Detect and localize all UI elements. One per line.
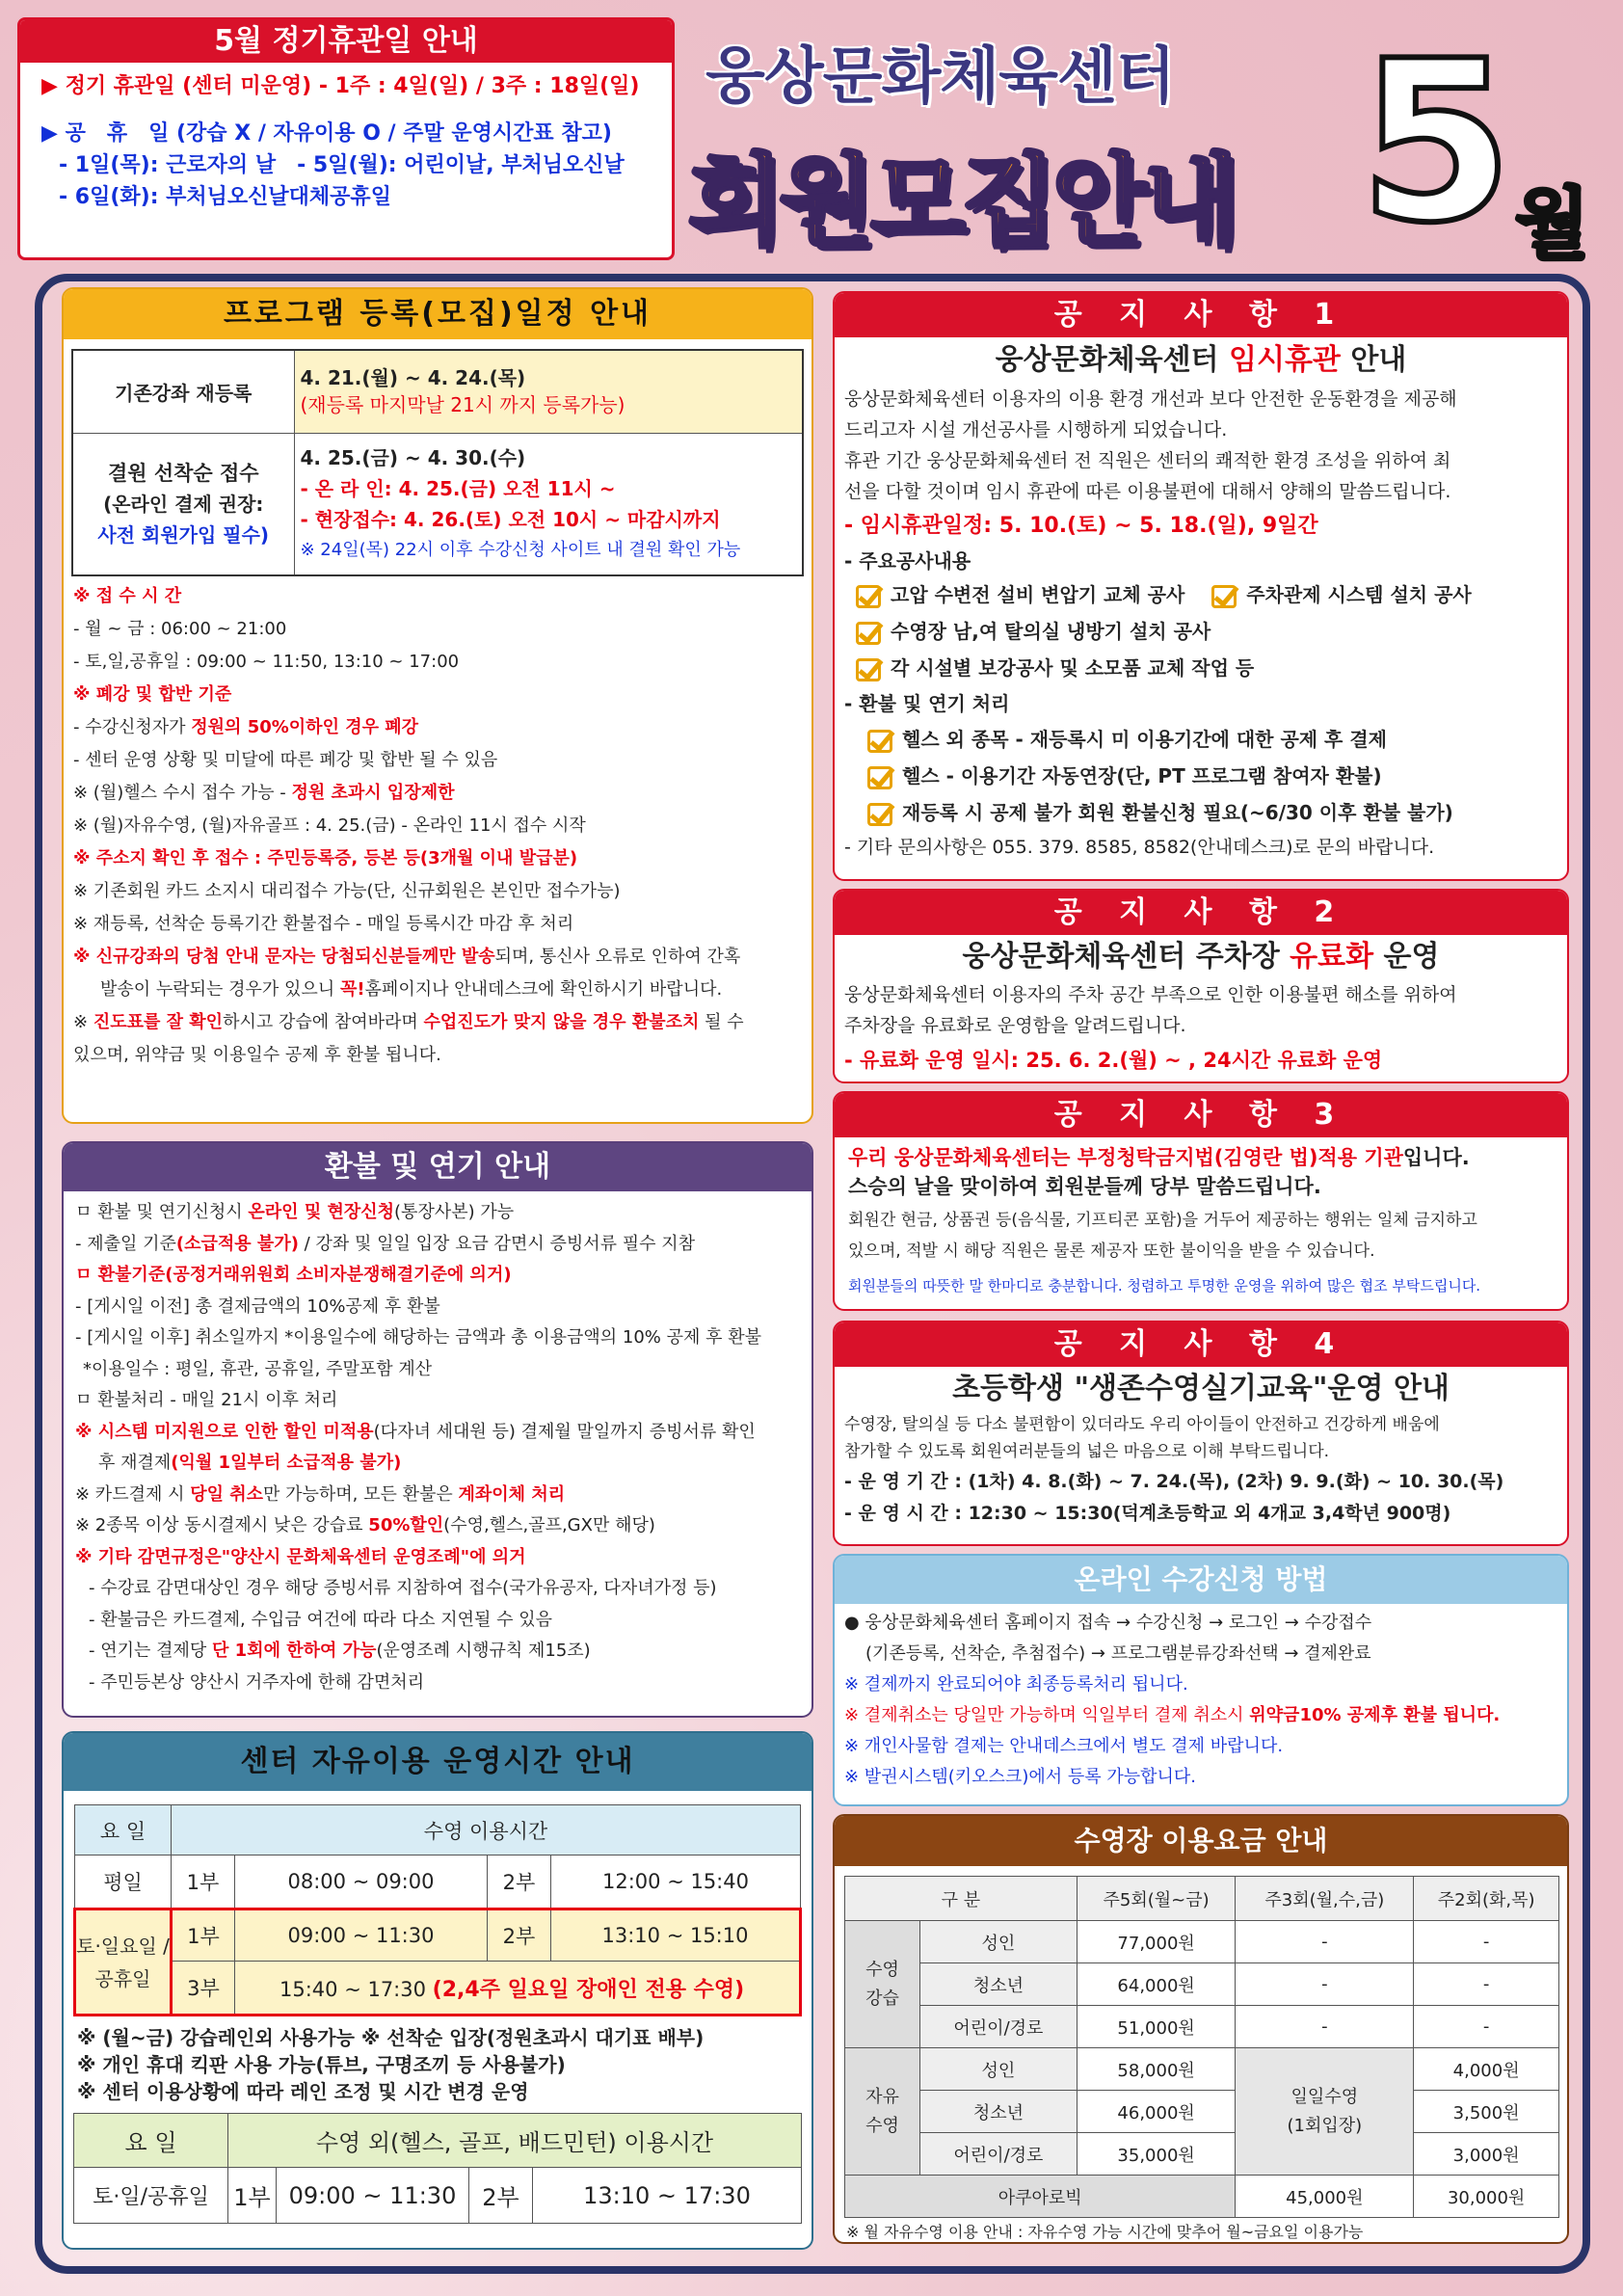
vacancy-label: 결원 선착순 접수 xyxy=(107,461,259,485)
vacancy-online: - 온 라 인: 4. 25.(금) 오전 11시 ~ xyxy=(300,476,616,500)
fee-group-lesson: 수영 xyxy=(865,1959,899,1980)
fee-lesson-youth: 64,000원 xyxy=(1077,1963,1236,2006)
fee-aqua-label: 아쿠아로빅 xyxy=(845,2176,1236,2218)
progress-note-b: 진도표를 잘 확인 xyxy=(93,1012,224,1032)
notice-1-p1: 웅상문화체육센터 이용자의 이용 환경 개선과 보다 안전한 운동환경을 제공해 xyxy=(844,388,1457,410)
check-icon xyxy=(867,803,892,826)
refund-14: - 환불금은 카드결제, 수입금 여건에 따라 다소 지연될 수 있음 xyxy=(89,1609,553,1630)
check-icon xyxy=(867,766,892,789)
notice-3-p2: 있으며, 적발 시 해당 직원은 물론 제공자 또한 불이익을 받을 수 있습니다. xyxy=(848,1241,1375,1261)
reregistration-label: 기존강좌 재등록 xyxy=(72,350,294,433)
refund-6: *이용일수 : 평일, 휴관, 공휴일, 주말포함 계산 xyxy=(83,1358,433,1379)
fee-adult-label: 성인 xyxy=(920,1921,1078,1963)
fee-dash: - xyxy=(1414,2006,1559,2048)
address-check-note: ※ 주소지 확인 후 접수 : 주민등록증, 등본 등(3개월 이내 발급분) xyxy=(73,848,578,868)
fee-dash: - xyxy=(1236,2006,1414,2048)
free-note-3: ※ 센터 이용상황에 따라 레인 조정 및 시간 변경 운영 xyxy=(77,2080,529,2103)
refund-7: ㅁ 환불처리 - 매일 21시 이후 처리 xyxy=(75,1390,338,1410)
weekday-label: 평일 xyxy=(75,1855,172,1909)
online-note-4: ※ 발권시스템(키오스크)에서 등록 가능합니다. xyxy=(844,1767,1196,1787)
fee-lesson-child: 51,000원 xyxy=(1077,2006,1236,2048)
other-day: 토·일/공휴일 xyxy=(74,2168,228,2224)
notice-2-head-c: 운영 xyxy=(1373,940,1440,974)
registration-table xyxy=(71,349,804,576)
refund-15b: 단 1회에 한하여 가능 xyxy=(212,1641,377,1661)
notice-1-title: 공 지 사 항 1 xyxy=(835,293,1567,337)
fee-header-3x: 주3회(월,수,금) xyxy=(1236,1877,1414,1921)
check-icon xyxy=(1211,585,1237,608)
fee-dash: - xyxy=(1236,1921,1414,1963)
notice-2-p1: 웅상문화체육센터 이용자의 주차 공간 부족으로 인한 이용불편 해소를 위하여 xyxy=(844,984,1457,1005)
fee-daily-label: 일일수영 xyxy=(1290,2086,1359,2107)
notice-1-panel xyxy=(833,291,1569,881)
notice-3-p3: 회원분들의 따뜻한 말 한마디로 충분합니다. 청렴하고 투명한 운영을 위하여 많은 협조 부탁드립니다. xyxy=(848,1277,1481,1295)
other-part-1: 1부 xyxy=(228,2168,277,2224)
notice-1-work-2: 주차관제 시스템 설치 공사 xyxy=(1246,583,1472,606)
fee-adult-label: 성인 xyxy=(920,2048,1078,2091)
weekend-label: 토·일요일 / xyxy=(76,1934,170,1958)
refund-10c: 만 가능하며, 모든 환불은 xyxy=(263,1483,459,1505)
notice-3-h1a: 우리 웅상문화체육센터는 xyxy=(848,1146,1078,1169)
other-hours-table xyxy=(73,2113,802,2224)
refund-9b: (익월 1일부터 소급적용 불가) xyxy=(171,1453,402,1473)
weekend-part-3: 3부 xyxy=(172,1962,235,2016)
fee-header-2x: 주2회(화,목) xyxy=(1414,1877,1559,1921)
free-use-panel xyxy=(62,1731,813,2250)
notice-1-refund-3: 재등록 시 공제 불가 회원 환불신청 필요(~6/30 이후 환불 불가) xyxy=(902,801,1453,824)
check-icon xyxy=(867,730,892,753)
reception-weekend: - 토,일,공휴일 : 09:00 ~ 11:50, 13:10 ~ 17:00 xyxy=(73,652,460,672)
notice-1-works-title: - 주요공사내용 xyxy=(844,549,971,573)
closure-criteria-a: - 수강신청자가 xyxy=(73,717,192,737)
closure-line-1: ▶ 정기 휴관일 (센터 미운영) - 1주 : 4일(일) / 3주 : 18일(일) xyxy=(41,74,640,98)
progress-note-d: 수업진도가 맞지 않을 경우 환불조치 xyxy=(423,1012,700,1032)
refund-5: - [게시일 이후] 취소일까지 *이용일수에 해당하는 금액과 총 이용금액의 10% 공제 후 환불 xyxy=(75,1327,762,1348)
notice-4-period: - 운 영 기 간 : (1차) 4. 8.(화) ~ 7. 24.(목), (2차) 9. 9.(화) ~ 10. 30.(목) xyxy=(844,1471,1504,1492)
notice-2-date: - 유료화 운영 일시: 25. 6. 2.(월) ~ , 24시간 유료화 운영 xyxy=(844,1049,1383,1072)
fee-panel xyxy=(833,1814,1569,2244)
sms-note-b: 되며, 통신사 오류로 인하여 간혹 xyxy=(494,947,741,967)
online-note-3: ※ 개인사물함 결제는 안내데스크에서 별도 결제 바랍니다. xyxy=(844,1736,1284,1756)
closure-criteria-title: ※ 폐강 및 합반 기준 xyxy=(73,684,232,705)
refund-10d: 계좌이체 처리 xyxy=(458,1483,566,1505)
notice-2-panel xyxy=(833,889,1569,1083)
notice-1-p3: 휴관 기간 웅상문화체육센터 전 직원은 센터의 쾌적한 환경 조성을 위하여 최 xyxy=(844,450,1451,471)
fee-daily-youth: 3,500원 xyxy=(1414,2091,1559,2133)
refund-1b: 온라인 및 현장신청 xyxy=(248,1202,395,1222)
refund-12: ※ 기타 감면규정은"양산시 문화체육센터 운영조례"에 의거 xyxy=(75,1546,526,1567)
fee-header-category: 구 분 xyxy=(845,1877,1078,1921)
reregistration-note: (재등록 마지막날 21시 까지 등록가능) xyxy=(300,393,625,417)
recruit-title: 회원모집안내 xyxy=(688,145,1236,259)
sms-note-a: ※ 신규강좌의 당첨 안내 문자는 당첨되신분들께만 발송 xyxy=(73,947,495,967)
refund-9a: 후 재결제 xyxy=(98,1453,172,1473)
fee-note: ※ 월 자유수영 이용 안내 : 자유수영 가능 시간에 맞추어 월~금요일 이용가능 xyxy=(846,2223,1364,2241)
fee-aqua-3x: 45,000원 xyxy=(1236,2176,1414,2218)
refund-8b: (다자녀 세대원 등) 결제월 말일까지 증빙서류 확인 xyxy=(373,1421,756,1442)
notice-3-h1c: 입니다. xyxy=(1402,1146,1470,1169)
notice-1-work-3: 수영장 남,여 탈의실 냉방기 설치 공사 xyxy=(891,620,1211,643)
fee-free-youth: 46,000원 xyxy=(1077,2091,1236,2133)
progress-note-e: 될 수 xyxy=(699,1012,744,1032)
refund-11a: ※ 2종목 이상 동시결제시 낮은 강습료 xyxy=(75,1515,369,1535)
refund-15a: - 연기는 결제당 xyxy=(89,1641,212,1661)
notice-3-p1: 회원간 현금, 상품권 등(음식물, 기프티콘 포함)을 거두어 제공하는 행위는 일체 금지하고 xyxy=(848,1211,1477,1230)
closure-line-3: - 1일(목): 근로자의 날 - 5일(월): 어린이날, 부처님오신날 xyxy=(59,153,625,177)
fee-child-label: 어린이/경로 xyxy=(920,2006,1078,2048)
closure-line-2: ▶ 공 휴 일 (강습 X / 자유이용 O / 주말 운영시간표 참고) xyxy=(41,121,612,146)
refund-8a: ※ 시스템 미지원으로 인한 할인 미적용 xyxy=(75,1421,374,1442)
refund-10b: 당일 취소 xyxy=(190,1483,264,1505)
closure-line-4: - 6일(화): 부처님오신날대체공휴일 xyxy=(59,185,391,209)
gym-note-a: ※ (월)헬스 수시 접수 가능 - xyxy=(73,783,292,803)
notice-1-p2: 드리고자 시설 개선공사를 시행하게 되었습니다. xyxy=(844,419,1228,441)
swim-header-day: 요 일 xyxy=(75,1805,172,1855)
closure-title: 5월 정기휴관일 안내 xyxy=(20,20,672,63)
fee-title: 수영장 이용요금 안내 xyxy=(835,1816,1567,1866)
check-icon xyxy=(856,658,881,681)
month-number: 5 xyxy=(1359,14,1514,272)
refund-1a: ㅁ 환불 및 연기신청시 xyxy=(75,1202,249,1222)
other-header-time: 수영 외(헬스, 골프, 배드민턴) 이용시간 xyxy=(228,2114,802,2168)
notice-1-refund-2: 헬스 - 이용기간 자동연장(단, PT 프로그램 참여자 환불) xyxy=(902,764,1382,788)
closure-criteria-b: 정원의 50%이하인 경우 폐강 xyxy=(191,717,419,737)
notice-3-h2: 스승의 날을 맞이하여 회원분들께 당부 말씀드립니다. xyxy=(848,1175,1321,1198)
progress-note-c: 하시고 강습에 참여바라며 xyxy=(223,1012,424,1032)
notice-1-period: - 임시휴관일정: 5. 10.(토) ~ 5. 18.(일), 9일간 xyxy=(844,514,1318,538)
refund-11b: 50%할인 xyxy=(368,1515,444,1535)
vacancy-onsite: - 현장접수: 4. 26.(토) 오전 10시 ~ 마감시까지 xyxy=(300,507,721,531)
notice-1-head-c: 안내 xyxy=(1340,343,1407,377)
fee-aqua-2x: 30,000원 xyxy=(1414,2176,1559,2218)
fee-free-adult: 58,000원 xyxy=(1077,2048,1236,2091)
notice-2-title: 공 지 사 항 2 xyxy=(835,891,1567,935)
weekend-time-3: 15:40 ~ 17:30 xyxy=(279,1977,426,2001)
notice-1-p4: 선을 다할 것이며 임시 휴관에 따른 이용불편에 대해서 양해의 말씀드립니다. xyxy=(844,481,1451,502)
weekend-time-2: 13:10 ~ 15:10 xyxy=(551,1909,801,1962)
notice-4-title: 공 지 사 항 4 xyxy=(835,1322,1567,1367)
reregistration-date: 4. 21.(월) ~ 4. 24.(목) xyxy=(300,366,526,390)
notice-1-head-b: 임시휴관 xyxy=(1228,343,1341,377)
weekend-disabled-note: (2,4주 일요일 장애인 전용 수영) xyxy=(432,1977,745,2002)
gym-note-b: 정원 초과시 입장제한 xyxy=(291,783,455,803)
check-icon xyxy=(856,622,881,645)
refund-15c: (운영조례 시행규칙 제15조) xyxy=(376,1641,591,1661)
notice-4-time: - 운 영 시 간 : 12:30 ~ 15:30(덕계초등학교 외 4개교 3,4학년 900명) xyxy=(844,1503,1451,1524)
refund-1c: (통장사본) 가능 xyxy=(394,1202,515,1222)
vacancy-label-2: (온라인 결제 권장: xyxy=(103,492,264,516)
sms-note-e: 홈페이지나 안내데스크에 확인하시기 바랍니다. xyxy=(364,979,723,1000)
fee-group-free: 자유 xyxy=(865,2086,899,2107)
closure-criteria-2: - 센터 운영 상황 및 미달에 따른 폐강 및 합반 될 수 있음 xyxy=(73,750,498,770)
weekday-time-2: 12:00 ~ 15:40 xyxy=(551,1855,801,1909)
weekday-part-1: 1부 xyxy=(172,1855,235,1909)
notice-1-etc: - 기타 문의사항은 055. 379. 8585, 8582(안내데스크)로 문의 바랍니다. xyxy=(844,837,1435,858)
online-note-2a: ※ 결제취소는 당일만 가능하며 익일부터 결제 취소시 xyxy=(844,1705,1250,1725)
reception-weekday: - 월 ~ 금 : 06:00 ~ 21:00 xyxy=(73,619,287,639)
other-time-2: 13:10 ~ 17:30 xyxy=(533,2168,802,2224)
other-part-2: 2부 xyxy=(469,2168,533,2224)
weekend-part-1: 1부 xyxy=(172,1909,235,1962)
fee-free-child: 35,000원 xyxy=(1077,2133,1236,2176)
notice-3-h1b: 부정청탁금지법(김영란 법)적용 기관 xyxy=(1077,1146,1403,1169)
free-use-title: 센터 자유이용 운영시간 안내 xyxy=(64,1733,812,1791)
sms-note-c: 발송이 누락되는 경우가 있으니 xyxy=(100,979,340,1000)
notice-1-head-a: 웅상문화체육센터 xyxy=(995,343,1229,377)
fee-daily-child: 3,000원 xyxy=(1414,2133,1559,2176)
fee-header-5x: 주5회(월~금) xyxy=(1077,1877,1236,1921)
notice-1-work-4: 각 시설별 보강공사 및 소모품 교체 작업 등 xyxy=(891,656,1255,680)
online-note-1: ※ 결제까지 완료되어야 최종등록처리 됩니다. xyxy=(844,1674,1188,1695)
weekend-label-2: 공휴일 xyxy=(94,1966,151,1990)
fee-youth-label: 청소년 xyxy=(920,1963,1078,2006)
sms-note-d: 꼭! xyxy=(339,979,365,1000)
notice-2-head-a: 웅상문화체육센터 주차장 xyxy=(962,940,1290,974)
swim-header-time: 수영 이용시간 xyxy=(172,1805,801,1855)
center-title: 웅상문화체육센터 xyxy=(705,41,1175,113)
weekend-time-1: 09:00 ~ 11:30 xyxy=(235,1909,488,1962)
other-time-1: 09:00 ~ 11:30 xyxy=(277,2168,469,2224)
registration-panel xyxy=(62,287,813,1124)
check-icon xyxy=(856,585,881,608)
refund-10a: ※ 카드결제 시 xyxy=(75,1483,191,1505)
notice-1-refund-1: 헬스 외 종목 - 재등록시 미 이용기간에 대한 공제 후 결제 xyxy=(902,728,1387,751)
progress-note-a: ※ xyxy=(73,1012,93,1032)
online-title: 온라인 수강신청 방법 xyxy=(835,1556,1567,1604)
reception-hours-title: ※ 접 수 시 간 xyxy=(73,586,182,606)
notice-1-work-1: 고압 수변전 설비 변압기 교체 공사 xyxy=(891,583,1185,606)
notice-4-p1: 수영장, 탈의실 등 다소 불편함이 있더라도 우리 아이들이 안전하고 건강하게 배움에 xyxy=(844,1415,1440,1434)
registration-title: 프로그램 등록(모집)일정 안내 xyxy=(64,289,812,339)
vacancy-date: 4. 25.(금) ~ 4. 30.(수) xyxy=(300,445,526,469)
notice-4-p2: 참가할 수 있도록 회원여러분들의 넓은 마음으로 이해 부탁드립니다. xyxy=(844,1442,1330,1461)
fee-dash: - xyxy=(1236,1963,1414,2006)
notice-3-title: 공 지 사 항 3 xyxy=(835,1093,1567,1137)
online-note-2b: 위약금10% 공제후 환불 됩니다. xyxy=(1249,1705,1501,1725)
fee-daily-label-2: (1회입장) xyxy=(1287,2115,1363,2136)
weekend-part-2: 2부 xyxy=(488,1909,551,1962)
vacancy-check-note: ※ 24일(목) 22시 이후 수강신청 사이트 내 결원 확인 가능 xyxy=(300,539,741,560)
fee-group-lesson-2: 강습 xyxy=(865,1988,899,2009)
online-panel xyxy=(833,1554,1569,1806)
other-header-day: 요 일 xyxy=(74,2114,228,2168)
registration-notes xyxy=(64,580,812,1072)
free-swim-note: ※ (월)자유수영, (월)자유골프 : 4. 25.(금) - 온라인 11시 접수 시작 xyxy=(73,815,586,836)
refund-4: - [게시일 이전] 총 결제금액의 10%공제 후 환불 xyxy=(75,1295,440,1317)
vacancy-label-3: 사전 회원가입 필수) xyxy=(97,522,270,547)
notice-2-p2: 주차장을 유료화로 운영함을 알려드립니다. xyxy=(844,1015,1186,1036)
notice-2-head-b: 유료화 xyxy=(1290,940,1374,974)
fee-lesson-adult: 77,000원 xyxy=(1077,1921,1236,1963)
notice-4-panel xyxy=(833,1321,1569,1546)
refund-panel xyxy=(62,1141,813,1718)
fee-child-label: 어린이/경로 xyxy=(920,2133,1078,2176)
refund-2c: / 강좌 및 일일 입장 요금 감면시 증빙서류 필수 지참 xyxy=(298,1233,695,1254)
refund-title: 환불 및 연기 안내 xyxy=(64,1143,812,1191)
refund-2b: (소급적용 불가) xyxy=(175,1233,299,1254)
fee-daily-adult: 4,000원 xyxy=(1414,2048,1559,2091)
refund-2a: - 제출일 기준 xyxy=(75,1233,176,1254)
free-note-2: ※ 개인 휴대 킥판 사용 가능(튜브, 구명조끼 등 사용불가) xyxy=(77,2053,566,2076)
notice-3-panel xyxy=(833,1091,1569,1311)
proxy-note: ※ 기존회원 카드 소지시 대리접수 가능(단, 신규회원은 본인만 접수가능) xyxy=(73,881,621,901)
online-step-2: (기존등록, 선착순, 추첨접수) → 프로그램분류강좌선택 → 결제완료 xyxy=(865,1643,1371,1664)
refund-16: - 주민등본상 양산시 거주자에 한해 감면처리 xyxy=(89,1671,425,1693)
online-step-1: ● 웅상문화체육센터 홈페이지 접속 → 수강신청 → 로그인 → 수강접수 xyxy=(844,1613,1372,1633)
free-note-1: ※ (월~금) 강습레인외 사용가능 ※ 선착순 입장(정원초과시 대기표 배부) xyxy=(77,2026,705,2049)
fee-table xyxy=(844,1876,1559,2218)
refund-11c: (수영,헬스,골프,GX만 해당) xyxy=(443,1515,655,1535)
closure-notice-box xyxy=(17,17,675,260)
weekday-part-2: 2부 xyxy=(488,1855,551,1909)
notice-1-refund-title: - 환불 및 연기 처리 xyxy=(844,692,1010,715)
fee-dash: - xyxy=(1414,1921,1559,1963)
fee-group-free-2: 수영 xyxy=(865,2115,899,2136)
notice-4-head: 초등학생 "생존수영실기교육"운영 안내 xyxy=(952,1372,1450,1405)
refund-13: - 수강료 감면대상인 경우 해당 증빙서류 지참하여 접수(국가유공자, 다자녀가정 등) xyxy=(89,1578,717,1598)
refund-body xyxy=(64,1191,812,1698)
fee-youth-label: 청소년 xyxy=(920,2091,1078,2133)
refund-period-note: ※ 재등록, 선착순 등록기간 환불접수 - 매일 등록시간 마감 후 처리 xyxy=(73,914,574,934)
progress-note-2: 있으며, 위약금 및 이용일수 공제 후 환불 됩니다. xyxy=(73,1045,441,1065)
weekday-time-1: 08:00 ~ 09:00 xyxy=(235,1855,488,1909)
refund-3: ㅁ 환불기준(공정거래위원회 소비자분쟁해결기준에 의거) xyxy=(75,1265,512,1285)
fee-dash: - xyxy=(1414,1963,1559,2006)
month-unit: 월 xyxy=(1515,179,1590,269)
swim-hours-table xyxy=(73,1804,802,2016)
